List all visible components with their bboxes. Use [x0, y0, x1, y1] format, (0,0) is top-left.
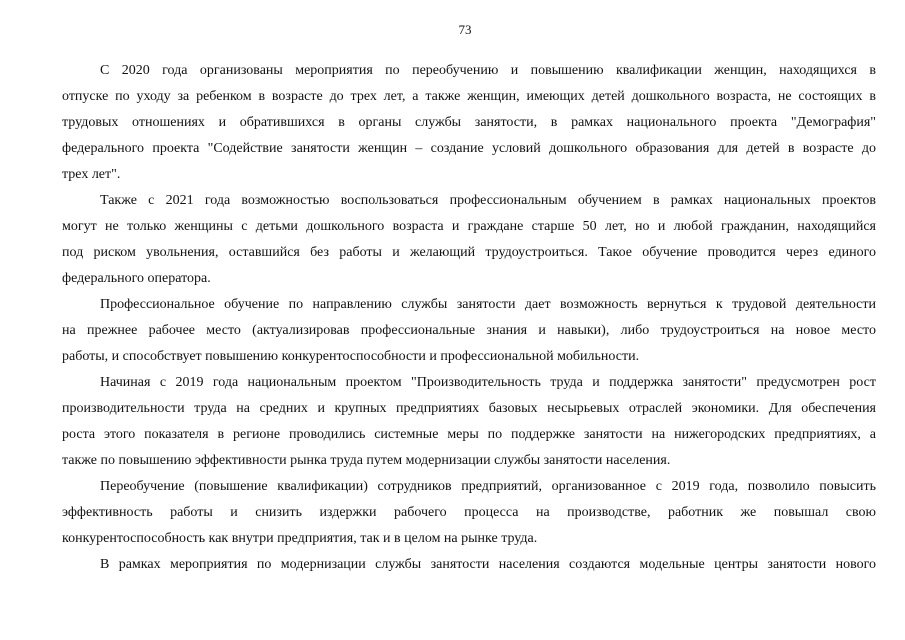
text-line: на прежнее рабочее место (актуализировав профессиональные знания и навыки), либо трудоустроиться на новое место	[62, 323, 876, 338]
text-line: С 2020 года организованы мероприятия по переобучению и повышению квалификации женщин, находящихся в	[100, 63, 876, 78]
text-line: Профессиональное обучение по направлению службы занятости дает возможность вернуться к трудовой деятельности	[100, 297, 876, 312]
text-line: роста этого показателя в регионе проводились системные меры по поддержке занятости на нижегородских предприятиях, а	[62, 427, 876, 442]
text-line: конкурентоспособность как внутри предприятия, так и в целом на рынке труда.	[62, 531, 538, 546]
paragraph	[62, 292, 876, 370]
paragraph	[62, 474, 876, 552]
text-line: могут не только женщины с детьми дошкольного возраста и граждане старше 50 лет, но и любой гражданин, находящийся	[62, 219, 876, 234]
text-line: производительности труда на средних и крупных предприятиях базовых несырьевых отраслей экономики. Для обеспечения	[62, 401, 876, 416]
paragraph	[62, 552, 876, 578]
text-line: федерального оператора.	[62, 271, 211, 286]
paragraph	[62, 58, 876, 188]
paragraph	[62, 188, 876, 292]
text-line: эффективность работы и снизить издержки рабочего процесса на производстве, работник же повышал свою	[62, 505, 876, 520]
text-line: также по повышению эффективности рынка труда путем модернизации службы занятости населения.	[62, 453, 671, 468]
text-line: трудовых отношениях и обратившихся в органы службы занятости, в рамках национального проекта "Демография"	[62, 115, 876, 130]
document-body	[62, 58, 876, 578]
text-line: трех лет".	[62, 167, 121, 182]
text-line: В рамках мероприятия по модернизации службы занятости населения создаются модельные центры занятости нового	[100, 557, 876, 572]
text-line: Переобучение (повышение квалификации) сотрудников предприятий, организованное с 2019 года, позволило повысить	[100, 479, 876, 494]
text-line: под риском увольнения, оставшийся без работы и желающий трудоустроиться. Такое обучение проводится через единого	[62, 245, 876, 260]
paragraph	[62, 370, 876, 474]
text-line: работы, и способствует повышению конкурентоспособности и профессиональной мобильности.	[62, 349, 640, 364]
text-line: отпуске по уходу за ребенком в возрасте до трех лет, а также женщин, имеющих детей дошкольного возраста, не состоящих в	[62, 89, 876, 104]
text-line: Также с 2021 года возможностью воспользоваться профессиональным обучением в рамках национальных проектов	[100, 193, 876, 208]
text-line: Начиная с 2019 года национальным проектом "Производительность труда и поддержка занятости" предусмотрен рост	[100, 375, 876, 390]
page-number: 73	[458, 22, 472, 37]
text-line: федерального проекта "Содействие занятости женщин – создание условий дошкольного образования для детей в возрасте до	[62, 141, 876, 156]
